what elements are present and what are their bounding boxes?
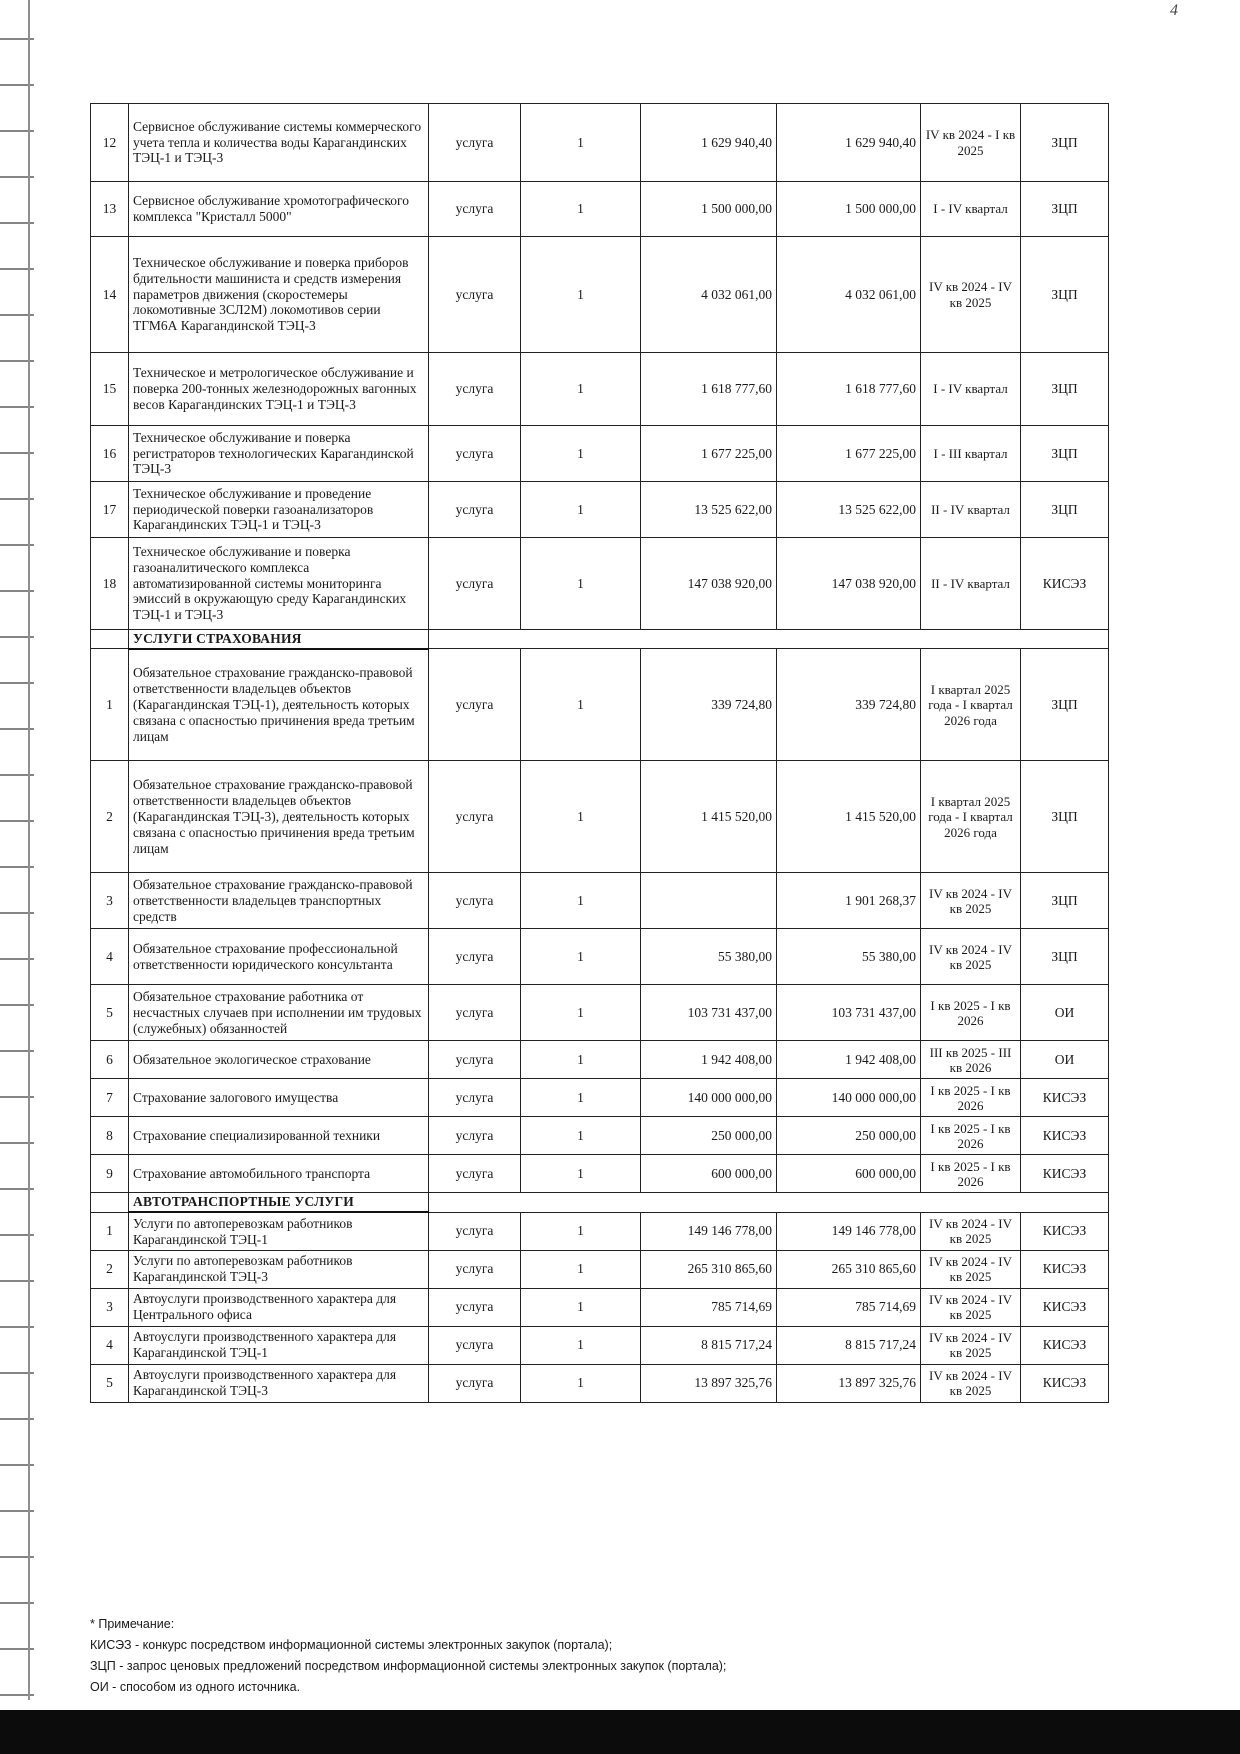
quantity: 1 (521, 1364, 641, 1402)
unit-of-measure: услуга (429, 1117, 521, 1155)
service-name: Страхование специализированной техники (129, 1117, 429, 1155)
service-name: Обязательное страхование гражданско-правовой ответственности владельцев объектов (Карагандинская ТЭЦ-1), деятельность которых связана с опасностью причинения вреда третьим лицам (129, 649, 429, 761)
delivery-period: I квартал 2025 года - I квартал 2026 года (921, 761, 1021, 873)
service-name: Обязательное экологическое страхование (129, 1041, 429, 1079)
table-row (91, 237, 1109, 353)
service-name: Обязательное страхование работника от несчастных случаев при исполнении им трудовых (служебных) обязанностей (129, 985, 429, 1041)
quantity: 1 (521, 761, 641, 873)
unit-of-measure: услуга (429, 1364, 521, 1402)
amount-total: 4 032 061,00 (777, 237, 921, 353)
amount-total: 149 146 778,00 (777, 1212, 921, 1250)
row-number: 1 (91, 1212, 129, 1250)
quantity: 1 (521, 426, 641, 482)
amount-total: 55 380,00 (777, 929, 921, 985)
section-header-row (91, 1193, 1109, 1212)
service-name: Автоуслуги производственного характера для Карагандинской ТЭЦ-3 (129, 1364, 429, 1402)
service-name: Техническое и метрологическое обслуживание и поверка 200-тонных железнодорожных вагонных весов Карагандинских ТЭЦ-1 и ТЭЦ-3 (129, 353, 429, 426)
unit-of-measure: услуга (429, 1041, 521, 1079)
unit-of-measure: услуга (429, 104, 521, 182)
service-name: Автоуслуги производственного характера для Центрального офиса (129, 1288, 429, 1326)
table-row (91, 1288, 1109, 1326)
procurement-method: ЗЦП (1021, 237, 1109, 353)
table-row (91, 873, 1109, 929)
amount-planned: 1 629 940,40 (641, 104, 777, 182)
section-fill-cell (429, 630, 1109, 649)
procurement-method: КИСЭЗ (1021, 1212, 1109, 1250)
service-name: Сервисное обслуживание хромотографического комплекса "Кристалл 5000" (129, 182, 429, 237)
row-number: 1 (91, 649, 129, 761)
procurement-table-body (91, 104, 1109, 1403)
unit-of-measure: услуга (429, 649, 521, 761)
note-line-oi: ОИ - способом из одного источника. (90, 1680, 301, 1694)
procurement-method: КИСЭЗ (1021, 1250, 1109, 1288)
table-row (91, 482, 1109, 538)
service-name: Страхование автомобильного транспорта (129, 1155, 429, 1193)
amount-planned: 55 380,00 (641, 929, 777, 985)
table-row (91, 929, 1109, 985)
procurement-method: ОИ (1021, 985, 1109, 1041)
quantity: 1 (521, 1212, 641, 1250)
unit-of-measure: услуга (429, 1155, 521, 1193)
row-number: 3 (91, 1288, 129, 1326)
delivery-period: IV кв 2024 - IV кв 2025 (921, 1288, 1021, 1326)
quantity: 1 (521, 873, 641, 929)
table-row (91, 1250, 1109, 1288)
amount-planned: 1 415 520,00 (641, 761, 777, 873)
amount-total: 339 724,80 (777, 649, 921, 761)
amount-planned: 785 714,69 (641, 1288, 777, 1326)
delivery-period: I кв 2025 - I кв 2026 (921, 1079, 1021, 1117)
procurement-method: КИСЭЗ (1021, 1288, 1109, 1326)
unit-of-measure: услуга (429, 237, 521, 353)
amount-total: 147 038 920,00 (777, 538, 921, 630)
procurement-method: ЗЦП (1021, 426, 1109, 482)
quantity: 1 (521, 182, 641, 237)
row-number: 9 (91, 1155, 129, 1193)
amount-planned: 265 310 865,60 (641, 1250, 777, 1288)
delivery-period: IV кв 2024 - IV кв 2025 (921, 873, 1021, 929)
delivery-period: III кв 2025 - III кв 2026 (921, 1041, 1021, 1079)
row-number: 17 (91, 482, 129, 538)
table-row (91, 761, 1109, 873)
row-number: 2 (91, 761, 129, 873)
amount-planned: 147 038 920,00 (641, 538, 777, 630)
unit-of-measure: услуга (429, 929, 521, 985)
amount-planned: 103 731 437,00 (641, 985, 777, 1041)
amount-total: 8 815 717,24 (777, 1326, 921, 1364)
row-number: 4 (91, 929, 129, 985)
row-number: 5 (91, 985, 129, 1041)
amount-total: 1 942 408,00 (777, 1041, 921, 1079)
procurement-method: КИСЭЗ (1021, 1117, 1109, 1155)
procurement-method: ЗЦП (1021, 482, 1109, 538)
amount-total: 1 629 940,40 (777, 104, 921, 182)
procurement-method: КИСЭЗ (1021, 1155, 1109, 1193)
quantity: 1 (521, 1250, 641, 1288)
quantity: 1 (521, 237, 641, 353)
binding-edge-artifact (0, 0, 34, 1700)
page-number-mark: 4 (1170, 2, 1178, 19)
unit-of-measure: услуга (429, 1288, 521, 1326)
unit-of-measure: услуга (429, 426, 521, 482)
unit-of-measure: услуга (429, 761, 521, 873)
scan-bottom-band (0, 1710, 1240, 1754)
unit-of-measure: услуга (429, 1250, 521, 1288)
quantity: 1 (521, 538, 641, 630)
delivery-period: IV кв 2024 - IV кв 2025 (921, 1212, 1021, 1250)
delivery-period: IV кв 2024 - IV кв 2025 (921, 1364, 1021, 1402)
service-name: Автоуслуги производственного характера для Карагандинской ТЭЦ-1 (129, 1326, 429, 1364)
procurement-table (90, 103, 1109, 1403)
table-row (91, 182, 1109, 237)
amount-planned: 250 000,00 (641, 1117, 777, 1155)
quantity: 1 (521, 1326, 641, 1364)
amount-planned: 149 146 778,00 (641, 1212, 777, 1250)
service-name: Техническое обслуживание и проведение периодической поверки газоанализаторов Карагандинских ТЭЦ-1 и ТЭЦ-3 (129, 482, 429, 538)
delivery-period: IV кв 2024 - IV кв 2025 (921, 1250, 1021, 1288)
delivery-period: I - IV квартал (921, 353, 1021, 426)
delivery-period: II - IV квартал (921, 538, 1021, 630)
amount-total: 600 000,00 (777, 1155, 921, 1193)
amount-total: 1 618 777,60 (777, 353, 921, 426)
amount-planned: 339 724,80 (641, 649, 777, 761)
row-number: 16 (91, 426, 129, 482)
amount-total: 140 000 000,00 (777, 1079, 921, 1117)
delivery-period: IV кв 2024 - IV кв 2025 (921, 929, 1021, 985)
note-line-kisez: КИСЭЗ - конкурс посредством информационной системы электронных закупок (портала); (90, 1638, 613, 1652)
table-row (91, 1326, 1109, 1364)
delivery-period: IV кв 2024 - IV кв 2025 (921, 237, 1021, 353)
procurement-method: ЗЦП (1021, 182, 1109, 237)
table-row (91, 353, 1109, 426)
service-name: Сервисное обслуживание системы коммерческого учета тепла и количества воды Карагандинских ТЭЦ-1 и ТЭЦ-3 (129, 104, 429, 182)
row-number: 4 (91, 1326, 129, 1364)
row-number: 5 (91, 1364, 129, 1402)
amount-total: 103 731 437,00 (777, 985, 921, 1041)
row-number: 14 (91, 237, 129, 353)
procurement-method: КИСЭЗ (1021, 1364, 1109, 1402)
row-number: 2 (91, 1250, 129, 1288)
quantity: 1 (521, 649, 641, 761)
delivery-period: IV кв 2024 - I кв 2025 (921, 104, 1021, 182)
table-row (91, 1079, 1109, 1117)
section-header-row (91, 630, 1109, 649)
delivery-period: II - IV квартал (921, 482, 1021, 538)
amount-planned: 13 525 622,00 (641, 482, 777, 538)
unit-of-measure: услуга (429, 1326, 521, 1364)
table-row (91, 426, 1109, 482)
procurement-method: ЗЦП (1021, 873, 1109, 929)
delivery-period: I кв 2025 - I кв 2026 (921, 1155, 1021, 1193)
amount-planned (641, 873, 777, 929)
service-name: Техническое обслуживание и поверка приборов бдительности машиниста и средств измерения параметров движения (скоростемеры локомотивные 3СЛ2М) локомотивов серии ТГМ6А Карагандинской ТЭЦ-3 (129, 237, 429, 353)
procurement-method: ЗЦП (1021, 104, 1109, 182)
unit-of-measure: услуга (429, 538, 521, 630)
row-number: 15 (91, 353, 129, 426)
note-line-zcp: ЗЦП - запрос ценовых предложений посредством информационной системы электронных закупок (портала); (90, 1659, 727, 1673)
row-number: 18 (91, 538, 129, 630)
unit-of-measure: услуга (429, 873, 521, 929)
delivery-period: I - III квартал (921, 426, 1021, 482)
quantity: 1 (521, 1155, 641, 1193)
unit-of-measure: услуга (429, 182, 521, 237)
quantity: 1 (521, 482, 641, 538)
amount-planned: 600 000,00 (641, 1155, 777, 1193)
amount-total: 1 901 268,37 (777, 873, 921, 929)
amount-planned: 1 677 225,00 (641, 426, 777, 482)
table-row (91, 538, 1109, 630)
quantity: 1 (521, 353, 641, 426)
procurement-method: КИСЭЗ (1021, 538, 1109, 630)
service-name: Техническое обслуживание и поверка регистраторов технологических Карагандинской ТЭЦ-3 (129, 426, 429, 482)
table-row (91, 985, 1109, 1041)
row-number: 8 (91, 1117, 129, 1155)
amount-total: 13 525 622,00 (777, 482, 921, 538)
table-row (91, 104, 1109, 182)
table-row (91, 1364, 1109, 1402)
amount-total: 13 897 325,76 (777, 1364, 921, 1402)
quantity: 1 (521, 1117, 641, 1155)
delivery-period: I кв 2025 - I кв 2026 (921, 1117, 1021, 1155)
quantity: 1 (521, 1079, 641, 1117)
row-number: 12 (91, 104, 129, 182)
quantity: 1 (521, 929, 641, 985)
row-number: 7 (91, 1079, 129, 1117)
service-name: Обязательное страхование профессиональной ответственности юридического консультанта (129, 929, 429, 985)
table-row (91, 1212, 1109, 1250)
quantity: 1 (521, 1288, 641, 1326)
procurement-method: КИСЭЗ (1021, 1079, 1109, 1117)
amount-planned: 13 897 325,76 (641, 1364, 777, 1402)
section-title: АВТОТРАНСПОРТНЫЕ УСЛУГИ (129, 1193, 429, 1212)
section-spacer-cell (91, 1193, 129, 1212)
amount-planned: 140 000 000,00 (641, 1079, 777, 1117)
notes-block (90, 1614, 1130, 1698)
section-fill-cell (429, 1193, 1109, 1212)
amount-total: 265 310 865,60 (777, 1250, 921, 1288)
notes-heading: * Примечание: (90, 1617, 175, 1631)
service-name: Страхование залогового имущества (129, 1079, 429, 1117)
amount-total: 250 000,00 (777, 1117, 921, 1155)
service-name: Услуги по автоперевозкам работников Карагандинской ТЭЦ-3 (129, 1250, 429, 1288)
service-name: Обязательное страхование гражданско-правовой ответственности владельцев транспортных средств (129, 873, 429, 929)
amount-total: 1 677 225,00 (777, 426, 921, 482)
procurement-method: КИСЭЗ (1021, 1326, 1109, 1364)
delivery-period: I кв 2025 - I кв 2026 (921, 985, 1021, 1041)
table-row (91, 1117, 1109, 1155)
procurement-method: ОИ (1021, 1041, 1109, 1079)
delivery-period: I квартал 2025 года - I квартал 2026 года (921, 649, 1021, 761)
row-number: 13 (91, 182, 129, 237)
amount-planned: 1 500 000,00 (641, 182, 777, 237)
section-title: УСЛУГИ СТРАХОВАНИЯ (129, 630, 429, 649)
table-row (91, 649, 1109, 761)
service-name: Обязательное страхование гражданско-правовой ответственности владельцев объектов (Карагандинская ТЭЦ-3), деятельность которых связана с опасностью причинения вреда третьим лицам (129, 761, 429, 873)
row-number: 3 (91, 873, 129, 929)
service-name: Техническое обслуживание и поверка газоаналитического комплекса автоматизированной системы мониторинга эмиссий в окружающую среду Карагандинских ТЭЦ-1 и ТЭЦ-3 (129, 538, 429, 630)
unit-of-measure: услуга (429, 1079, 521, 1117)
procurement-method: ЗЦП (1021, 929, 1109, 985)
quantity: 1 (521, 985, 641, 1041)
procurement-method: ЗЦП (1021, 761, 1109, 873)
unit-of-measure: услуга (429, 985, 521, 1041)
quantity: 1 (521, 1041, 641, 1079)
delivery-period: I - IV квартал (921, 182, 1021, 237)
procurement-method: ЗЦП (1021, 353, 1109, 426)
amount-planned: 8 815 717,24 (641, 1326, 777, 1364)
amount-total: 1 415 520,00 (777, 761, 921, 873)
service-name: Услуги по автоперевозкам работников Карагандинской ТЭЦ-1 (129, 1212, 429, 1250)
quantity: 1 (521, 104, 641, 182)
unit-of-measure: услуга (429, 1212, 521, 1250)
table-row (91, 1155, 1109, 1193)
amount-total: 785 714,69 (777, 1288, 921, 1326)
row-number: 6 (91, 1041, 129, 1079)
unit-of-measure: услуга (429, 482, 521, 538)
section-spacer-cell (91, 630, 129, 649)
table-row (91, 1041, 1109, 1079)
amount-total: 1 500 000,00 (777, 182, 921, 237)
procurement-method: ЗЦП (1021, 649, 1109, 761)
unit-of-measure: услуга (429, 353, 521, 426)
amount-planned: 1 942 408,00 (641, 1041, 777, 1079)
delivery-period: IV кв 2024 - IV кв 2025 (921, 1326, 1021, 1364)
amount-planned: 4 032 061,00 (641, 237, 777, 353)
amount-planned: 1 618 777,60 (641, 353, 777, 426)
